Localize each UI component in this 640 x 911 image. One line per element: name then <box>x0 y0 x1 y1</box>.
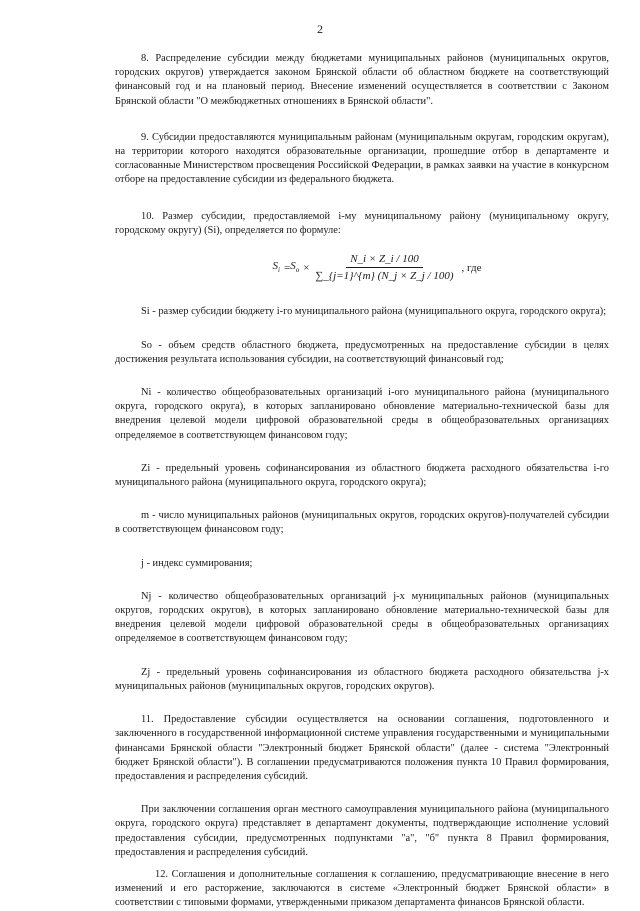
page-number: 2 <box>317 22 323 36</box>
definition-si: Si - размер субсидии бюджету i-го муниципального района (муниципального округа, городского округа); <box>141 306 607 318</box>
formula-so: $S_o$ <box>290 259 300 274</box>
formula-lhs: $S_i$ <box>272 259 280 274</box>
paragraph-11-continued: При заключении соглашения орган местного самоуправления муниципального района (муниципального округа, городского округа) представляет в департамент документы, подтверждающие исполнение условий предоставления субсидии, предусмотренных подпунктами "а", "б" пункта 8 Правил формирования, предоставления и распределения субсидий. <box>115 804 609 858</box>
formula-denominator: ∑_{j=1}^{m} (N_j × Z_j / 100) <box>315 270 454 283</box>
paragraph-12: 12. Соглашения и дополнительные соглашения к соглашению, предусматривающие внесение в него изменений и его расторжение, заключаются в системе «Электронный бюджет Брянской области» в соответствии с типовыми формами, утвержденными приказом департамента финансов Брянской области. <box>115 868 609 909</box>
document-body <box>115 52 609 911</box>
paragraph-8: 8. Распределение субсидии между бюджетами муниципальных районов (муниципальных округов, городских округов) утверждается законом Брянской области об областном бюджете на соответствующий финансовый год и на плановый период. Внесение изменений осуществляется в соответствии с Законом Брянской области "О межбюджетных отношениях в Брянской области". <box>115 53 609 107</box>
definition-m: m - число муниципальных районов (муниципальных округов, городских округов)-получателей субсидии в соответствующем финансовом году; <box>115 510 609 536</box>
paragraph-11: 11. Предоставление субсидии осуществляется на основании соглашения, подготовленного и заключенного в государственной информационной системе управления государственными и муниципальными финансами Брянской области "Электронный бюджет Брянской области" (далее - система "Электронный бюджет Брянской области"). В соглашении предусматриваются положения пункта 10 Правил формирования, предоставления и распределения субсидий. <box>115 714 609 782</box>
formula-eq: = <box>283 261 291 274</box>
definition-zj: Zj - предельный уровень софинансирования из областного бюджета расходного обязательства j-х муниципальных районов (муниципальных округов, городских округов). <box>115 666 609 692</box>
formula-suffix: , где <box>461 261 482 274</box>
paragraph-10: 10. Размер субсидии, предоставляемой i-му муниципальному району (муниципальному округу, городскому округу) (Si), определяется по формуле: <box>115 210 609 236</box>
formula-numerator: N_i × Z_i / 100 <box>346 252 423 268</box>
definition-so: So - объем средств областного бюджета, предусмотренных на предоставление субсидии в целях достижения результата использования субсидии, на соответствующий финансовый год; <box>115 339 609 365</box>
subsidy-formula <box>115 252 609 283</box>
definition-nj: Nj - количество общеобразовательных организаций j-х муниципальных районов (муниципальных округов, городских округов), в которых запланировано обновление материально-технической базы для внедрения целевой модели цифровой образовательной среды в общеобразовательных организациях определяемое в соответствующем финансовом году; <box>115 590 609 645</box>
definition-j: j - индекс суммирования; <box>141 557 253 569</box>
formula-fraction <box>311 252 457 283</box>
definition-ni: Ni - количество общеобразовательных организаций i-ого муниципального района (муниципального округа, городского округа), в которых запланировано обновление материально-технической базы для внедрения целевой модели цифровой образовательной среды в общеобразовательных организациях определяемое в соответствующем финансовом году; <box>115 387 609 441</box>
paragraph-9: 9. Субсидии предоставляются муниципальным районам (муниципальным округам, городским округам), на территории которого находятся образовательные организации, прошедшие отбор в департаменте и согласованные Министерством просвещения Российской Федерации, в рамках заявки на участие в конкурсном отборе на предоставление субсидии из федерального бюджета. <box>115 131 609 186</box>
formula-times: × <box>303 261 310 274</box>
definition-zi: Zi - предельный уровень софинансирования из областного бюджета расходного обязательства i-го муниципального района (муниципального округа, городского округа); <box>115 462 609 489</box>
